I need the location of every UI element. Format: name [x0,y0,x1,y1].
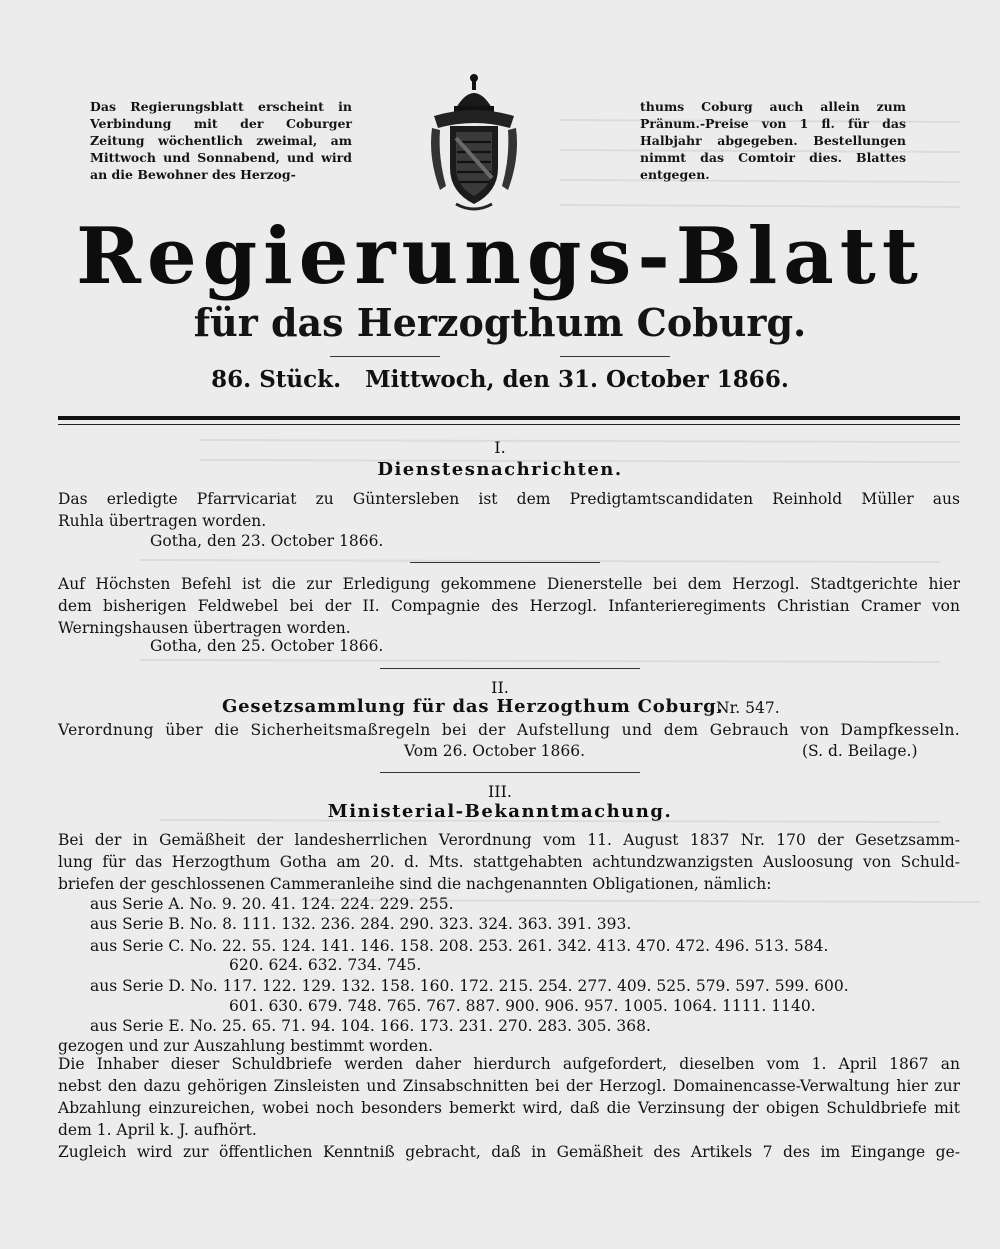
law-number: Nr. 547. [716,699,780,717]
series-line: aus Serie E. No. 25. 65. 71. 94. 104. 166. 173. 231. 270. 283. 305. 368. [90,1017,651,1035]
masthead-title: Regierungs-Blatt [76,211,924,302]
paragraph-line: dem 1. April k. J. aufhört. [58,1121,257,1139]
issue-date-prefix: den [502,366,550,393]
series-line: aus Serie A. No. 9. 20. 41. 124. 224. 229. 255. [90,895,454,913]
divider [380,772,640,773]
date-line: Vom 26. October 1866. [404,742,586,760]
series-line: aus Serie C. No. 22. 55. 124. 141. 146. 158. 208. 253. 261. 342. 413. 470. 472. 496. 513. 584. [90,937,829,955]
paragraph-line: lung für das Herzogthum Gotha am 20. d. Mts. stattgehabten achtundzwanzigsten Ausloosung von Schuld- [58,853,960,871]
signature-line: Gotha, den 23. October 1866. [150,532,384,550]
paragraph-line: Abzahlung einzureichen, wobei noch besonders bemerkt wird, daß die Verzinsung der obigen Schuldbriefe mit [58,1099,960,1117]
signature-line: Gotha, den 25. October 1866. [150,637,384,655]
paragraph-line: dem bisherigen Feldwebel bei der II. Compagnie des Herzogl. Infanterieregiments Christian Cramer von [58,597,960,615]
paragraph-line: Werningshausen übertragen worden. [58,619,351,637]
series-line: 620. 624. 632. 734. 745. [229,956,422,974]
section-number: I. [494,438,506,457]
divider [330,356,440,357]
section-number: II. [491,678,509,697]
issue-date: 31. October 1866. [557,366,789,393]
ducal-crest-icon [426,68,522,216]
series-line: aus Serie D. No. 117. 122. 129. 132. 158. 160. 172. 215. 254. 277. 409. 525. 579. 597. 599. 600. [90,977,849,995]
header-rule-thick [58,416,960,420]
divider [560,356,670,357]
issue-line [0,364,1000,396]
series-line: 601. 630. 679. 748. 765. 767. 887. 900. 906. 957. 1005. 1064. 1111. 1140. [229,997,816,1015]
divider [380,668,640,669]
supplement-reference: (S. d. Beilage.) [802,742,918,760]
masthead-subtitle: für das Herzogthum Coburg. [193,300,807,345]
paragraph-line: Bei der in Gemäßheit der landesherrlichen Verordnung vom 11. August 1837 Nr. 170 der Gesetzsamm- [58,831,960,849]
paragraph-line: Ruhla übertragen worden. [58,512,267,530]
issue-number: 86. Stück. [211,366,342,393]
section-title: Ministerial-Bekanntmachung. [327,801,673,822]
issue-weekday: Mittwoch, [365,366,495,393]
paragraph-line: Die Inhaber dieser Schuldbriefe werden daher hierdurch aufgefordert, dieselben vom 1. April 1867 an [58,1055,960,1073]
section-title: Gesetzsammlung für das Herzogthum Coburg. [222,696,724,717]
header-rule-thin [58,424,960,425]
paragraph-line: Das erledigte Pfarrvicariat zu Güntersleben ist dem Predigtamtscandidaten Reinhold Müller aus [58,490,960,508]
paragraph-line: Zugleich wird zur öffentlichen Kenntniß gebracht, daß in Gemäßheit des Artikels 7 des im Eingange ge- [58,1143,960,1161]
series-line: aus Serie B. No. 8. 111. 132. 236. 284. 290. 323. 324. 363. 391. 393. [90,915,632,933]
subscription-note-left: Das Regierungsblatt erscheint in Verbindung mit der Coburger Zeitung wöchentlich zweimal, am Mittwoch und Sonnabend, und wird an die Bewohner des Herzog- [90,99,352,182]
paragraph-line: Verordnung über die Sicherheitsmaßregeln bei der Aufstellung und dem Gebrauch von Dampfkesseln. [58,721,960,739]
paragraph-line: nebst den dazu gehörigen Zinsleisten und Zinsabschnitten bei der Herzogl. Domainencasse-Verwaltung hier zur [58,1077,960,1095]
subscription-note-right: thums Coburg auch allein zum Pränum.-Preise von 1 fl. für das Halbjahr abgegeben. Bestellungen nimmt das Comtoir dies. Blattes entgegen. [640,99,906,182]
paragraph-line: gezogen und zur Auszahlung bestimmt worden. [58,1037,433,1055]
paragraph-line: briefen der geschlossenen Cammeranleihe sind die nachgenannten Obligationen, nämlich: [58,875,772,893]
section-number: III. [487,782,513,801]
paragraph-line: Auf Höchsten Befehl ist die zur Erledigung gekommene Dienerstelle bei dem Herzogl. Stadtgerichte hier [58,575,960,593]
divider [410,562,600,563]
section-title: Dienstesnachrichten. [377,459,623,480]
